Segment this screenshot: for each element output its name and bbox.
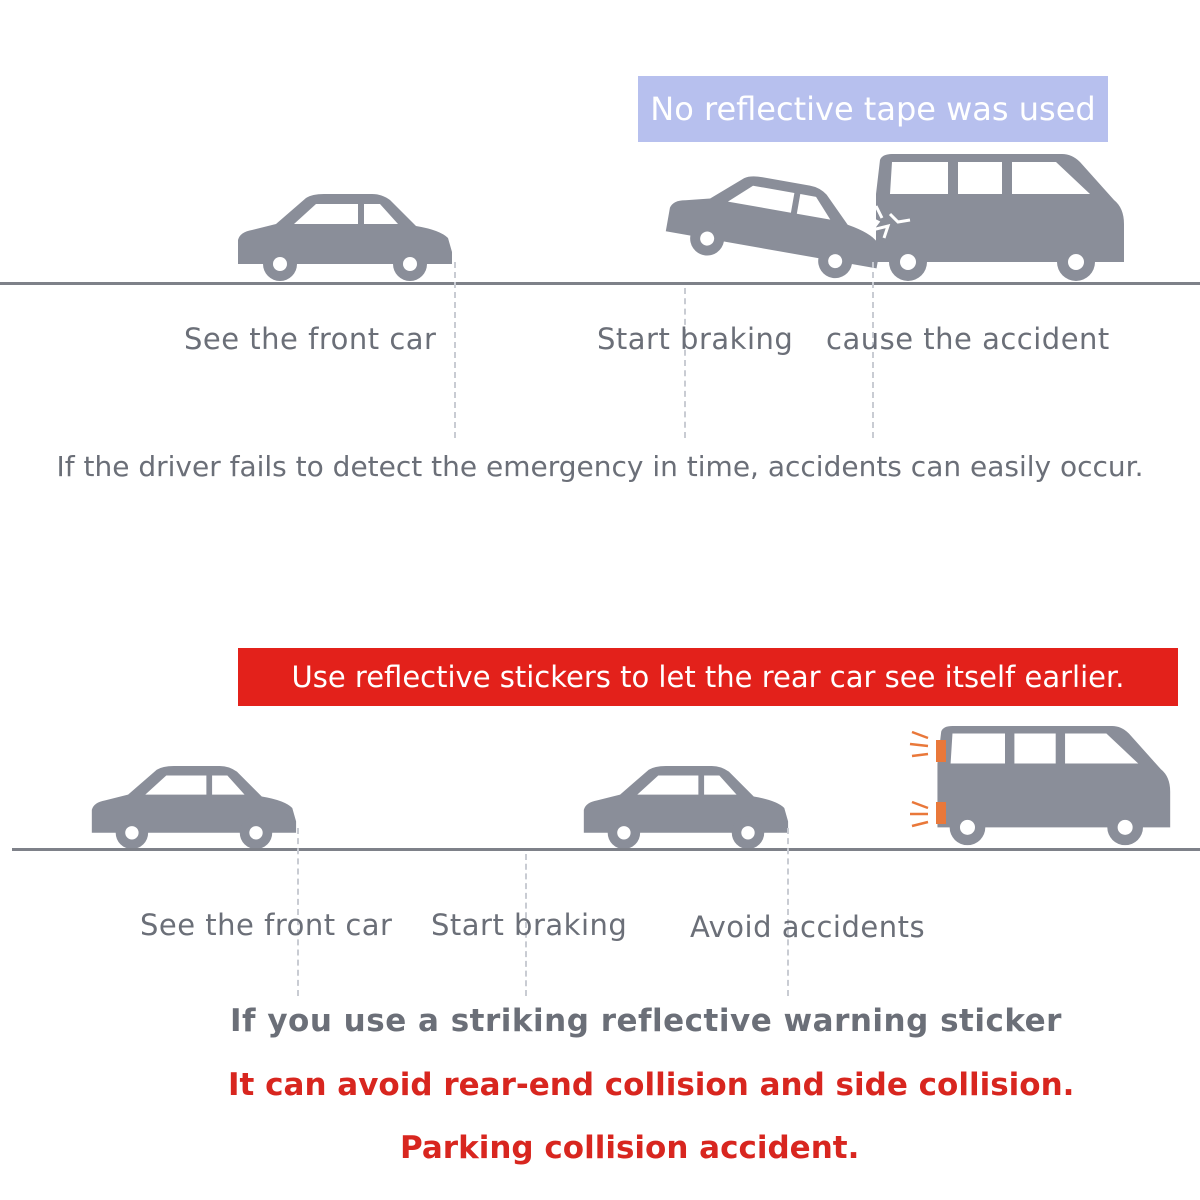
label-start-braking: Start braking (597, 322, 794, 356)
bottom-caption-red-1: It can avoid rear-end collision and side collision. (228, 1067, 1075, 1103)
reflective-glow-icon (906, 722, 952, 840)
impact-spark-icon (858, 196, 918, 246)
guide-line (684, 288, 686, 438)
van-icon (928, 726, 1174, 848)
label-start-braking: Start braking (431, 908, 628, 942)
road-line (0, 282, 1200, 285)
sedan-icon (234, 192, 454, 282)
top-caption: If the driver fails to detect the emergency in time, accidents can easily occur. (56, 450, 1144, 483)
reflective-banner-text: Use reflective stickers to let the rear car see itself earlier. (291, 660, 1125, 694)
sedan-crash-icon (664, 178, 884, 278)
reflective-banner (238, 648, 1178, 706)
no-tape-banner (638, 76, 1108, 142)
bottom-caption-gray: If you use a striking reflective warning sticker (230, 1003, 1062, 1039)
label-see-front-car: See the front car (184, 322, 437, 356)
label-cause-accident: cause the accident (826, 322, 1110, 356)
label-avoid-accidents: Avoid accidents (690, 910, 926, 944)
road-line (12, 848, 1200, 851)
no-tape-banner-text: No reflective tape was used (650, 90, 1096, 128)
bottom-caption-red-2: Parking collision accident. (400, 1130, 860, 1166)
guide-line (454, 262, 456, 438)
label-see-front-car: See the front car (140, 908, 393, 942)
sedan-icon (88, 764, 298, 850)
sedan-icon (580, 764, 790, 850)
